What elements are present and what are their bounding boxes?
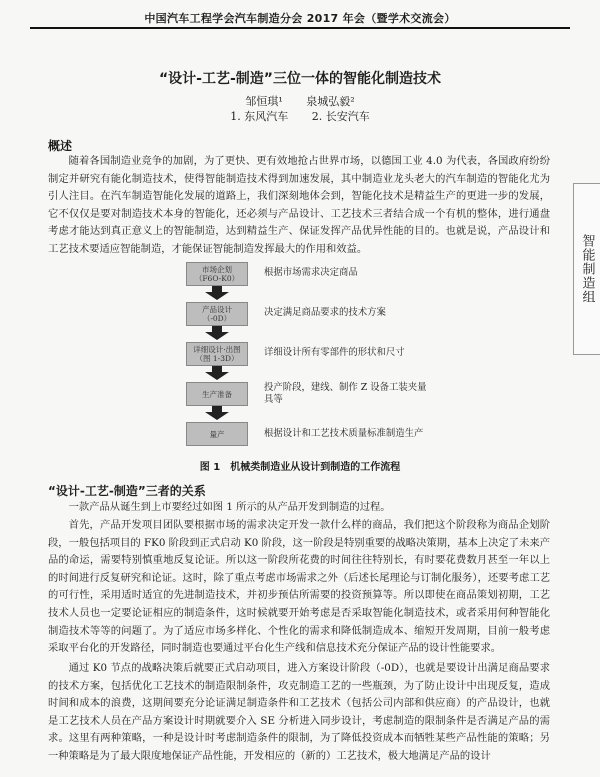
down-arrow-icon: [204, 286, 230, 300]
flow-step-label: 详细设计·出图: [193, 345, 241, 354]
flow-step-label: 产品设计: [202, 305, 232, 314]
flow-step-sublabel: （-0D）: [202, 314, 232, 323]
flow-step-label: 量产: [209, 429, 225, 439]
header-rule: [30, 27, 570, 29]
flow-step-description: 投产阶段，建线、制作 Z 设备工装夹量具等: [264, 382, 427, 405]
down-arrow-icon: [204, 406, 230, 420]
section-heading-relationship: “设计-工艺-制造”三者的关系: [48, 484, 206, 498]
affiliation: 2. 长安汽车: [311, 110, 370, 123]
body-paragraph: 通过 K0 节点的战略决策后就要正式启动项目，进入方案设计阶段（-0D），也就是要设计出满足商品要求的技术方案，包括优化工艺技术的制造限制条件，攻克制造工艺的一些瓶颈，为了防止设计中出现反复，造成时间和成本的浪费，这期间要充分论证满足制造条件和工艺技术（包括公司内部和供应商）的产品设计，也就是工艺技术人员在产品方案设计时期就要介入 SE 分析进入同步设计，考虑制造的限制条件是否满足产品的需求。这里有两种策略，一种是设计时考虑制造条件的限制，为了降低投资成本而牺牲某些产品性能的策略；另一种策略是为了最大限度地保证产品性能，开发相应的（新的）工艺技术，极大地满足产品的设计: [48, 662, 550, 762]
paper-title: “设计-工艺-制造”三位一体的智能化制造技术: [158, 71, 442, 87]
body-paragraph: 一款产品从诞生到上市要经过如图 1 所示的从产品开发到制造的过程。: [68, 501, 391, 513]
author-name: 邹恒琪¹: [245, 95, 283, 108]
running-header: 中国汽车工程学会汽车制造分会 2017 年会（暨学术交流会）: [144, 12, 456, 25]
figure-caption: 图 1 机械类制造业从设计到制造的工作流程: [199, 462, 401, 473]
figure-1-flowchart: [186, 258, 556, 450]
flow-step-box: [186, 262, 248, 286]
flow-step-label: 市场企划: [202, 265, 232, 274]
flow-step-box: [186, 382, 248, 406]
author-list: [40, 93, 560, 109]
flow-step-label: 生产准备: [202, 389, 232, 399]
flow-step-description: 根据市场需求决定商品: [264, 267, 358, 278]
body-paragraph: 首先，产品开发项目团队要根据市场的需求决定开发一款什么样的商品，我们把这个阶段称为商品企划阶段，一般包括项目的 FK0 阶段到正式启动 K0 阶段，这一阶段是特别重要的战略决策期，基本上决定了未来产品的命运，需要特别慎重地反复论证。所以这一阶段所花费的时间往往特别长，有时要花费数月甚至一年以上的时间进行反复研究和论证。这时，除了重点考虑市场需求之外（后述长尾理论与订制化服务），还要考虑工艺的可行性，采用适时适宜的先进制造技术，并初步预估所需要的投资预算等。所以即使在商品策划初期，工艺技术人员也一定要论证相应的制造条件，这时候就要开始考虑是否采取智能化制造技术，或者采用何种智能化制造技术等等的问题了。为了适应市场多样化、个性化的需求和降低制造成本、缩短开发周期，目前一般考虑采取平台化的开发路径，同时制造也要通过平台化生产线和信息技术充分保证产品的设计性能要求。: [48, 519, 550, 655]
flow-step-sublabel: （图 1-3D）: [195, 354, 239, 363]
flow-step-box: [186, 302, 248, 326]
flow-step-sublabel: （F6O-K0）: [194, 274, 240, 283]
down-arrow-icon: [204, 366, 230, 380]
down-arrow-icon: [204, 326, 230, 340]
flow-step-box: [186, 422, 248, 446]
section-heading-overview: 概述: [48, 139, 73, 153]
section-side-tab: 智能制造组: [573, 183, 600, 355]
flow-step-box: [186, 342, 248, 366]
affiliation: 1. 东风汽车: [230, 110, 289, 123]
flow-step-description: 根据设计和工艺技术质量标准制造生产: [264, 428, 424, 439]
overview-paragraph: 随着各国制造业竞争的加剧，为了更快、更有效地抢占世界市场，以德国工业 4.0 为代表，各国政府纷纷制定并研究有能化制造技术，使得智能制造技术得到加速发展，其中制造业龙头老大的汽车制造的智能化尤为引人注目。在汽车制造智能化发展的道路上，我们深刻地体会到，智能化技术是精益生产的更进一步的发展，它不仅仅是要对制造技术本身的智能化，还必须与产品设计、工艺技术三者结合成一个有机的整体，进行通盘考虑才能达到真正意义上的智能制造，达到精益生产、保证发挥产品优异性能的目的。也就是说，产品设计和工艺技术要适应智能制造，才能保证智能制造发挥最大的作用和效益。: [48, 155, 550, 255]
affiliation-list: [40, 108, 560, 124]
flow-step-description: 决定满足商品要求的技术方案: [264, 307, 386, 318]
flow-step-description: 详细设计所有零部件的形状和尺寸: [264, 347, 405, 358]
author-name: 泉城弘毅²: [306, 95, 355, 108]
